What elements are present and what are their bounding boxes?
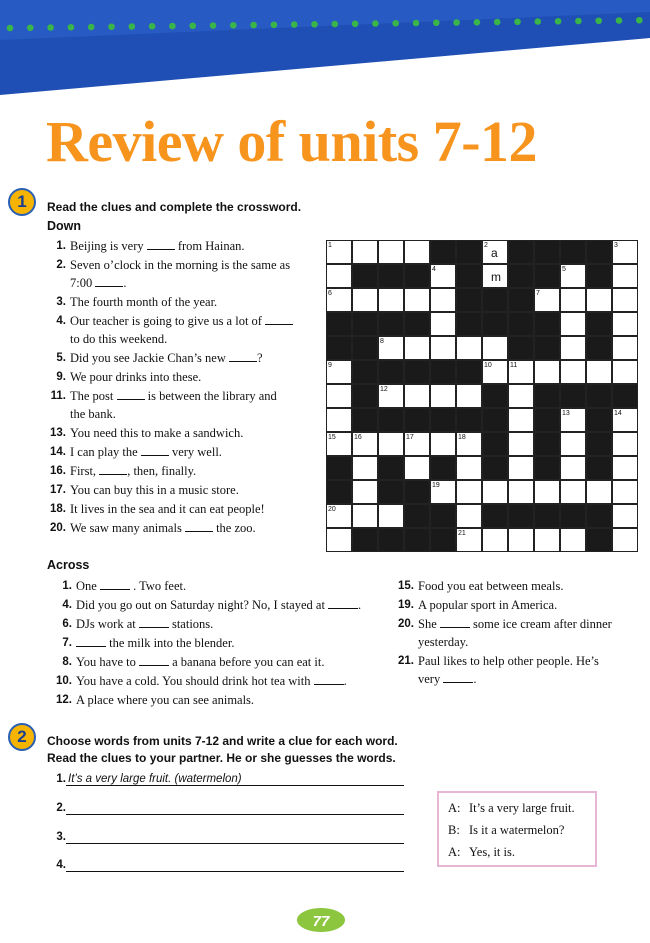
clue-number: 11. bbox=[50, 390, 66, 402]
crossword-cell[interactable] bbox=[352, 456, 378, 480]
crossword-clue-number: 4 bbox=[432, 266, 436, 273]
banner-dot bbox=[189, 22, 196, 29]
crossword-black-cell bbox=[586, 312, 612, 336]
crossword-clue-number: 19 bbox=[432, 482, 440, 489]
banner-dot bbox=[474, 19, 481, 26]
crossword-black-cell bbox=[430, 360, 456, 384]
crossword-cell[interactable] bbox=[612, 288, 638, 312]
crossword-black-cell bbox=[404, 264, 430, 288]
crossword-clue-number: 17 bbox=[406, 434, 414, 441]
crossword-black-cell bbox=[482, 456, 508, 480]
banner-dot bbox=[514, 18, 521, 25]
crossword-black-cell bbox=[508, 240, 534, 264]
crossword-cell[interactable] bbox=[560, 456, 586, 480]
crossword-clue-number: 1 bbox=[328, 242, 332, 249]
crossword-cell[interactable] bbox=[560, 360, 586, 384]
answer-blank bbox=[139, 616, 169, 628]
crossword-black-cell bbox=[456, 408, 482, 432]
crossword-black-cell bbox=[482, 504, 508, 528]
crossword-cell[interactable] bbox=[352, 240, 378, 264]
crossword-cell[interactable] bbox=[404, 384, 430, 408]
crossword-cell[interactable] bbox=[560, 336, 586, 360]
clue-text: She some ice cream after dinner bbox=[418, 617, 612, 631]
exercise-instruction: Read the clues and complete the crossword. bbox=[47, 200, 302, 214]
crossword-cell[interactable] bbox=[560, 312, 586, 336]
clue-text: Did you go out on Saturday night? No, I stayed at . bbox=[76, 598, 362, 612]
banner-dot bbox=[250, 22, 257, 29]
crossword-black-cell bbox=[586, 384, 612, 408]
crossword-black-cell bbox=[404, 408, 430, 432]
top-banner bbox=[0, 0, 650, 95]
banner-dot bbox=[47, 24, 54, 31]
crossword-black-cell bbox=[586, 408, 612, 432]
crossword-cell[interactable] bbox=[508, 528, 534, 552]
crossword-letter: a bbox=[491, 246, 498, 260]
clue-text: Our teacher is going to give us a lot of bbox=[70, 313, 293, 329]
dialog-speaker: A: bbox=[448, 845, 461, 859]
clue-text: Food you eat between meals. bbox=[418, 579, 564, 593]
crossword-black-cell bbox=[534, 432, 560, 456]
crossword-cell[interactable] bbox=[482, 528, 508, 552]
banner-dot bbox=[392, 20, 399, 27]
crossword-black-cell bbox=[534, 312, 560, 336]
crossword-black-cell bbox=[482, 408, 508, 432]
answer-blank bbox=[265, 313, 293, 325]
clue-number: 21. bbox=[398, 655, 414, 667]
crossword-black-cell bbox=[352, 312, 378, 336]
crossword-cell[interactable] bbox=[378, 288, 404, 312]
crossword-clue-number: 3 bbox=[614, 242, 618, 249]
crossword-cell[interactable] bbox=[612, 480, 638, 504]
clue-text: I can play the very well. bbox=[70, 445, 222, 459]
banner-dot bbox=[27, 24, 34, 31]
exercise-instruction-line2: Read the clues to your partner. He or she guesses the words. bbox=[47, 751, 396, 765]
crossword-black-cell bbox=[352, 336, 378, 360]
example-answer: It’s a very large fruit. (watermelon) bbox=[68, 773, 242, 785]
crossword-cell[interactable] bbox=[326, 408, 352, 432]
crossword-cell[interactable] bbox=[534, 480, 560, 504]
clue-number: 19. bbox=[398, 599, 414, 611]
crossword-clue-number: 20 bbox=[328, 506, 336, 513]
crossword-cell[interactable] bbox=[326, 384, 352, 408]
down-heading: Down bbox=[47, 219, 82, 233]
crossword-cell[interactable] bbox=[404, 336, 430, 360]
crossword-cell[interactable] bbox=[482, 480, 508, 504]
crossword-cell[interactable] bbox=[560, 288, 586, 312]
clue-number: 1. bbox=[62, 580, 72, 592]
crossword-black-cell bbox=[404, 360, 430, 384]
clue-number: 2. bbox=[56, 259, 66, 271]
clue-text: A popular sport in America. bbox=[418, 598, 558, 612]
crossword-black-cell bbox=[404, 528, 430, 552]
clue-number: 16. bbox=[50, 465, 66, 477]
crossword-clue-number: 6 bbox=[328, 290, 332, 297]
clue-text: You can buy this in a music store. bbox=[70, 483, 239, 497]
crossword-black-cell bbox=[378, 408, 404, 432]
clue-number: 1. bbox=[56, 240, 66, 252]
crossword-clue-number: 9 bbox=[328, 362, 332, 369]
banner-dot bbox=[453, 19, 460, 26]
crossword-cell[interactable] bbox=[560, 528, 586, 552]
crossword-cell[interactable] bbox=[430, 288, 456, 312]
banner-dot bbox=[535, 18, 542, 25]
crossword-cell[interactable] bbox=[404, 288, 430, 312]
crossword-black-cell bbox=[404, 312, 430, 336]
crossword-black-cell bbox=[378, 312, 404, 336]
crossword-clue-number: 11 bbox=[510, 362, 518, 369]
banner-dot bbox=[352, 20, 359, 27]
clue-number: 8. bbox=[62, 656, 72, 668]
banner-dot bbox=[413, 20, 420, 27]
crossword-cell[interactable] bbox=[352, 504, 378, 528]
crossword-black-cell bbox=[326, 312, 352, 336]
clue-number: 18. bbox=[50, 503, 66, 515]
crossword-black-cell bbox=[352, 264, 378, 288]
clue-text: Seven o’clock in the morning is the same as bbox=[70, 258, 291, 272]
crossword-cell[interactable] bbox=[534, 528, 560, 552]
crossword-black-cell bbox=[352, 360, 378, 384]
crossword-black-cell bbox=[586, 456, 612, 480]
crossword-clue-number: 15 bbox=[328, 434, 336, 441]
crossword-black-cell bbox=[508, 336, 534, 360]
crossword-black-cell bbox=[352, 528, 378, 552]
crossword-black-cell bbox=[326, 336, 352, 360]
crossword-cell[interactable] bbox=[404, 240, 430, 264]
crossword-black-cell bbox=[534, 408, 560, 432]
crossword-black-cell bbox=[430, 456, 456, 480]
crossword-black-cell bbox=[456, 360, 482, 384]
clue-text: 7:00 . bbox=[70, 276, 127, 290]
banner-dot bbox=[7, 25, 14, 32]
answer-blank bbox=[99, 463, 127, 475]
answer-blank bbox=[95, 275, 123, 287]
banner-dot bbox=[129, 23, 136, 30]
item-number: 3. bbox=[56, 831, 66, 843]
dialog-line: Is it a watermelon? bbox=[469, 823, 565, 837]
crossword-black-cell bbox=[508, 264, 534, 288]
clue-text: You have a cold. You should drink hot tea with . bbox=[76, 674, 347, 688]
crossword-clue-number: 16 bbox=[354, 434, 362, 441]
answer-blank bbox=[141, 444, 169, 456]
clue-number: 10. bbox=[56, 675, 72, 687]
item-number: 2. bbox=[56, 802, 66, 814]
clue-text: We pour drinks into these. bbox=[70, 370, 202, 384]
banner-dot bbox=[636, 17, 643, 24]
banner-dot bbox=[332, 21, 339, 28]
writing-line[interactable] bbox=[66, 871, 404, 872]
page-number: 77 bbox=[312, 913, 330, 930]
clue-number: 4. bbox=[56, 315, 66, 327]
crossword-black-cell bbox=[352, 408, 378, 432]
crossword-cell[interactable] bbox=[326, 264, 352, 288]
exercise-number-badge: 2 bbox=[8, 723, 36, 751]
clue-text: It lives in the sea and it can eat people! bbox=[70, 502, 265, 516]
crossword-cell[interactable] bbox=[586, 360, 612, 384]
banner-dot bbox=[149, 23, 156, 30]
clue-number: 17. bbox=[50, 484, 66, 496]
banner-dot bbox=[555, 18, 562, 25]
answer-blank bbox=[139, 654, 169, 666]
crossword-black-cell bbox=[378, 360, 404, 384]
banner-dot bbox=[616, 17, 623, 24]
crossword-black-cell bbox=[586, 432, 612, 456]
crossword-cell[interactable] bbox=[508, 480, 534, 504]
crossword-black-cell bbox=[456, 240, 482, 264]
crossword-clue-number: 10 bbox=[484, 362, 492, 369]
crossword-black-cell bbox=[534, 384, 560, 408]
crossword-black-cell bbox=[508, 288, 534, 312]
crossword-cell[interactable] bbox=[456, 504, 482, 528]
crossword-black-cell bbox=[560, 504, 586, 528]
crossword-black-cell bbox=[482, 288, 508, 312]
banner-dot bbox=[311, 21, 318, 28]
banner-dot bbox=[575, 18, 582, 25]
crossword-letter: m bbox=[491, 270, 501, 284]
crossword-black-cell bbox=[378, 528, 404, 552]
banner-dot bbox=[230, 22, 237, 29]
clue-number: 20. bbox=[398, 618, 414, 630]
writing-line[interactable] bbox=[66, 785, 404, 786]
crossword-black-cell bbox=[586, 504, 612, 528]
crossword-cell[interactable] bbox=[456, 336, 482, 360]
clue-number: 3. bbox=[56, 296, 66, 308]
dialog-speaker: A: bbox=[448, 801, 461, 815]
crossword-clue-number: 7 bbox=[536, 290, 540, 297]
clue-text: A place where you can see animals. bbox=[76, 693, 255, 707]
clue-text: yesterday. bbox=[418, 635, 469, 649]
banner-dot bbox=[210, 22, 217, 29]
crossword-cell[interactable] bbox=[612, 360, 638, 384]
crossword-black-cell bbox=[404, 480, 430, 504]
clue-text: Beijing is very from Hainan. bbox=[70, 239, 245, 253]
item-number: 1. bbox=[56, 773, 66, 785]
crossword-black-cell bbox=[482, 432, 508, 456]
crossword-black-cell bbox=[560, 384, 586, 408]
crossword-black-cell bbox=[378, 480, 404, 504]
crossword-cell[interactable] bbox=[612, 456, 638, 480]
crossword-clue-number: 2 bbox=[484, 242, 488, 249]
crossword-black-cell bbox=[404, 504, 430, 528]
clue-number: 13. bbox=[50, 427, 66, 439]
crossword-black-cell bbox=[456, 312, 482, 336]
answer-blank bbox=[328, 597, 358, 609]
clue-text: very . bbox=[418, 672, 477, 686]
crossword-cell[interactable] bbox=[508, 456, 534, 480]
answer-blank bbox=[314, 673, 344, 685]
clue-number: 9. bbox=[56, 371, 66, 383]
crossword-clue-number: 8 bbox=[380, 338, 384, 345]
page-title: Review of units 7-12 bbox=[46, 109, 538, 174]
across-heading: Across bbox=[47, 558, 90, 572]
crossword-cell[interactable] bbox=[612, 336, 638, 360]
clue-text: DJs work at stations. bbox=[76, 617, 214, 631]
dialog-line: It’s a very large fruit. bbox=[469, 801, 575, 815]
banner-dot bbox=[372, 20, 379, 27]
crossword-clue-number: 21 bbox=[458, 530, 466, 537]
writing-line[interactable] bbox=[66, 814, 404, 815]
banner-dot bbox=[494, 19, 501, 26]
clue-text: You need this to make a sandwich. bbox=[70, 426, 244, 440]
crossword-black-cell bbox=[378, 264, 404, 288]
crossword-black-cell bbox=[430, 528, 456, 552]
clue-text: the milk into the blender. bbox=[76, 635, 234, 651]
crossword-cell[interactable] bbox=[508, 408, 534, 432]
crossword-black-cell bbox=[612, 384, 638, 408]
answer-blank bbox=[443, 671, 473, 683]
crossword-black-cell bbox=[430, 504, 456, 528]
clue-text: You have to a banana before you can eat it. bbox=[76, 655, 325, 669]
crossword-cell[interactable] bbox=[586, 480, 612, 504]
crossword-black-cell bbox=[456, 288, 482, 312]
crossword-black-cell bbox=[352, 384, 378, 408]
banner-dot bbox=[595, 17, 602, 24]
banner-dot bbox=[271, 21, 278, 28]
crossword-black-cell bbox=[430, 240, 456, 264]
clue-number: 6. bbox=[62, 618, 72, 630]
crossword-cell[interactable] bbox=[560, 480, 586, 504]
crossword-clue-number: 12 bbox=[380, 386, 388, 393]
clue-number: 7. bbox=[62, 637, 72, 649]
crossword-black-cell bbox=[326, 480, 352, 504]
crossword-cell[interactable] bbox=[430, 312, 456, 336]
exercise-instruction-line1: Choose words from units 7-12 and write a clue for each word. bbox=[47, 734, 398, 748]
crossword-cell[interactable] bbox=[456, 384, 482, 408]
crossword-black-cell bbox=[456, 264, 482, 288]
crossword-black-cell bbox=[508, 312, 534, 336]
crossword-black-cell bbox=[482, 312, 508, 336]
crossword-black-cell bbox=[534, 504, 560, 528]
crossword-black-cell bbox=[534, 264, 560, 288]
crossword-black-cell bbox=[326, 456, 352, 480]
crossword-black-cell bbox=[482, 384, 508, 408]
crossword-cell[interactable] bbox=[534, 360, 560, 384]
crossword-black-cell bbox=[534, 456, 560, 480]
clue-text: We saw many animals the zoo. bbox=[70, 521, 256, 535]
crossword-cell[interactable] bbox=[456, 480, 482, 504]
banner-dot bbox=[291, 21, 298, 28]
page-number-badge bbox=[296, 907, 346, 933]
answer-blank bbox=[229, 350, 257, 362]
crossword-black-cell bbox=[586, 336, 612, 360]
banner-dot bbox=[88, 24, 95, 31]
crossword-clue-number: 14 bbox=[614, 410, 622, 417]
crossword-clue-number: 18 bbox=[458, 434, 466, 441]
banner-dot bbox=[108, 23, 115, 30]
crossword-black-cell bbox=[586, 528, 612, 552]
dialog-line: Yes, it is. bbox=[469, 845, 515, 859]
crossword-cell[interactable] bbox=[378, 504, 404, 528]
clue-number: 14. bbox=[50, 446, 66, 458]
crossword-cell[interactable] bbox=[430, 384, 456, 408]
answer-blank bbox=[76, 635, 106, 647]
clue-text: to do this weekend. bbox=[70, 332, 168, 346]
crossword-cell[interactable] bbox=[430, 432, 456, 456]
crossword-cell[interactable] bbox=[612, 528, 638, 552]
clue-text: First, , then, finally. bbox=[70, 464, 197, 478]
crossword-cell[interactable] bbox=[352, 288, 378, 312]
banner-dot bbox=[68, 24, 75, 31]
crossword-clue-number: 5 bbox=[562, 266, 566, 273]
answer-blank bbox=[147, 238, 175, 250]
crossword-cell[interactable] bbox=[378, 240, 404, 264]
clue-text: The fourth month of the year. bbox=[70, 295, 218, 309]
answer-blank bbox=[100, 578, 130, 590]
crossword-black-cell bbox=[560, 240, 586, 264]
answer-blank bbox=[185, 520, 213, 532]
crossword-cell[interactable] bbox=[612, 264, 638, 288]
crossword-cell[interactable] bbox=[326, 528, 352, 552]
item-number: 4. bbox=[56, 859, 66, 871]
crossword-black-cell bbox=[378, 456, 404, 480]
crossword-cell[interactable] bbox=[456, 456, 482, 480]
answer-blank bbox=[117, 388, 145, 400]
clue-number: 4. bbox=[62, 599, 72, 611]
clue-text: One . Two feet. bbox=[76, 579, 187, 593]
banner-dot bbox=[169, 23, 176, 30]
clue-number: 15. bbox=[398, 580, 414, 592]
crossword-cell[interactable] bbox=[612, 504, 638, 528]
crossword-black-cell bbox=[586, 264, 612, 288]
crossword-cell[interactable] bbox=[430, 336, 456, 360]
crossword-cell[interactable] bbox=[378, 432, 404, 456]
clue-number: 20. bbox=[50, 522, 66, 534]
crossword-cell[interactable] bbox=[560, 432, 586, 456]
crossword-cell[interactable] bbox=[482, 336, 508, 360]
crossword-cell[interactable] bbox=[508, 432, 534, 456]
crossword-cell[interactable] bbox=[586, 288, 612, 312]
crossword-black-cell bbox=[508, 504, 534, 528]
dialog-speaker: B: bbox=[448, 823, 460, 837]
crossword-cell[interactable] bbox=[404, 456, 430, 480]
crossword-black-cell bbox=[430, 408, 456, 432]
crossword-cell[interactable] bbox=[508, 384, 534, 408]
crossword-clue-number: 13 bbox=[562, 410, 570, 417]
crossword-cell[interactable] bbox=[612, 312, 638, 336]
answer-blank bbox=[440, 616, 470, 628]
banner-dot bbox=[433, 19, 440, 26]
crossword-cell[interactable] bbox=[352, 480, 378, 504]
clue-number: 5. bbox=[56, 352, 66, 364]
clue-text: the bank. bbox=[70, 407, 116, 421]
clue-text: Paul likes to help other people. He’s bbox=[418, 654, 599, 668]
crossword-black-cell bbox=[534, 336, 560, 360]
crossword-black-cell bbox=[586, 240, 612, 264]
writing-line[interactable] bbox=[66, 843, 404, 844]
clue-text: Did you see Jackie Chan’s new ? bbox=[70, 351, 263, 365]
crossword-black-cell bbox=[534, 240, 560, 264]
clue-text: The post is between the library and bbox=[70, 389, 277, 403]
clue-number: 12. bbox=[56, 694, 72, 706]
exercise-number-badge: 1 bbox=[8, 188, 36, 216]
crossword-cell[interactable] bbox=[612, 432, 638, 456]
